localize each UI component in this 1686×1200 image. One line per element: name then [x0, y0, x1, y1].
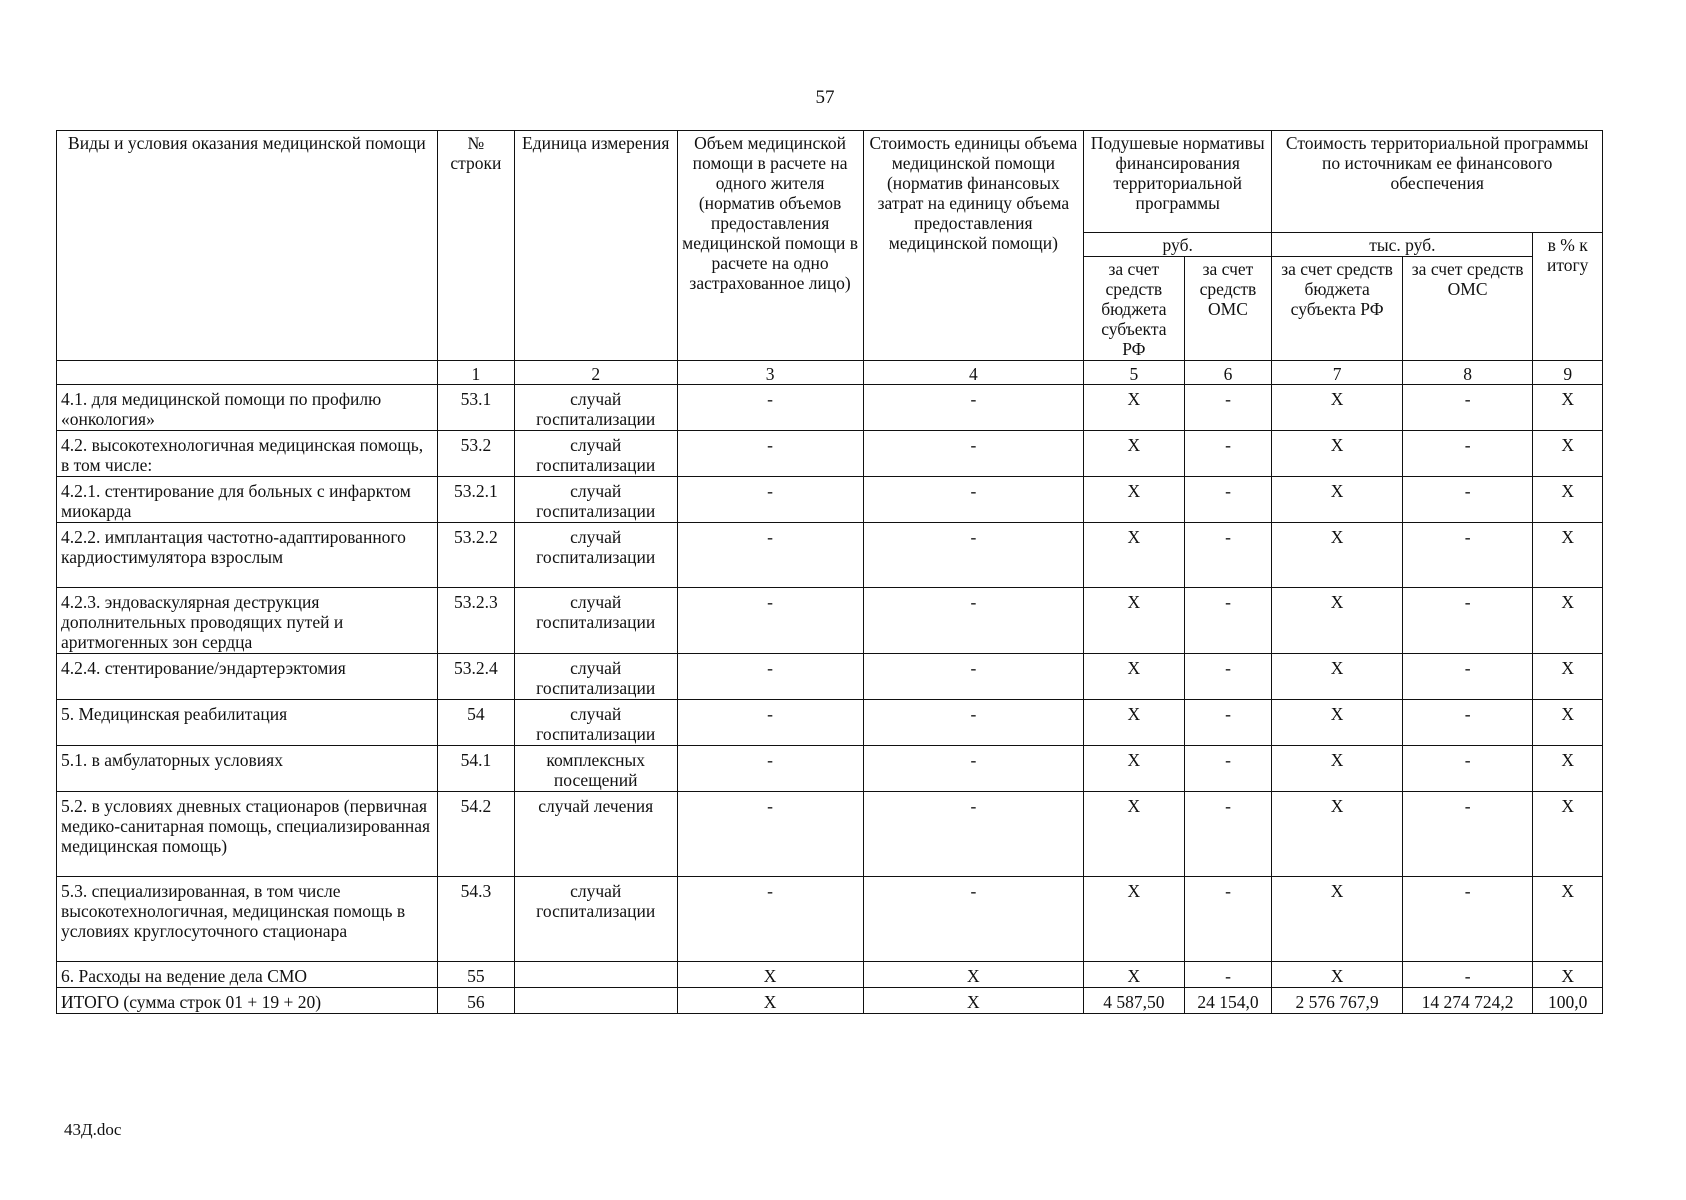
row-volume: Х	[677, 962, 863, 988]
row-percent: Х	[1533, 962, 1603, 988]
row-line-number: 53.2	[437, 431, 514, 477]
header-unit-cost: Стоимость единицы объема медицинской помощи (норматив финансовых затрат на единицу объема предоставления медицинской помощи)	[863, 131, 1083, 361]
header-per-capita-norms: Подушевые нормативы финансирования территориальной программы	[1084, 131, 1272, 233]
row-percent: Х	[1533, 588, 1603, 654]
header-kind: Виды и условия оказания медицинской помощи	[57, 131, 438, 361]
table-body	[57, 385, 1603, 1014]
row-budget-thous: 2 576 767,9	[1272, 988, 1403, 1014]
row-unit-cost: Х	[863, 962, 1083, 988]
row-volume: -	[677, 385, 863, 431]
row-oms-rub: -	[1184, 700, 1272, 746]
row-budget-rub: Х	[1084, 654, 1185, 700]
row-oms-rub: -	[1184, 877, 1272, 962]
row-oms-rub: -	[1184, 792, 1272, 877]
table-row	[57, 988, 1603, 1014]
row-budget-thous: Х	[1272, 746, 1403, 792]
header-percent: в % к итогу	[1533, 233, 1603, 361]
row-volume: -	[677, 654, 863, 700]
row-unit-cost: -	[863, 654, 1083, 700]
row-unit-cost: -	[863, 588, 1083, 654]
row-line-number: 53.2.4	[437, 654, 514, 700]
table-row	[57, 962, 1603, 988]
row-unit: случай госпитализации	[514, 523, 677, 588]
row-budget-thous: Х	[1272, 962, 1403, 988]
page-number: 57	[815, 87, 835, 108]
row-volume: -	[677, 523, 863, 588]
row-unit	[514, 962, 677, 988]
row-volume: -	[677, 746, 863, 792]
table-row	[57, 654, 1603, 700]
table-header	[57, 131, 1603, 385]
footer-filename: 43Д.doc	[64, 1120, 122, 1139]
header-line-number: № строки	[437, 131, 514, 361]
row-volume: -	[677, 877, 863, 962]
row-budget-rub: Х	[1084, 477, 1185, 523]
row-line-number: 53.2.3	[437, 588, 514, 654]
table-row	[57, 523, 1603, 588]
row-unit: случай лечения	[514, 792, 677, 877]
row-volume: -	[677, 477, 863, 523]
header-oms-thous: за счет средств ОМС	[1402, 257, 1533, 361]
row-name: 5. Медицинская реабилитация	[57, 700, 438, 746]
table-row	[57, 877, 1603, 962]
row-budget-rub: Х	[1084, 746, 1185, 792]
row-budget-rub: Х	[1084, 700, 1185, 746]
row-line-number: 54.3	[437, 877, 514, 962]
row-name: 5.2. в условиях дневных стационаров (первичная медико-санитарная помощь, специализированная медицинская помощь)	[57, 792, 438, 877]
row-unit: случай госпитализации	[514, 385, 677, 431]
row-oms-rub: -	[1184, 477, 1272, 523]
column-number: 9	[1533, 361, 1603, 385]
row-name: 4.1. для медицинской помощи по профилю «онкология»	[57, 385, 438, 431]
row-unit: случай госпитализации	[514, 877, 677, 962]
header-thous-rub: тыс. руб.	[1272, 233, 1533, 257]
header-program-cost: Стоимость территориальной программы по источникам ее финансового обеспечения	[1272, 131, 1603, 233]
row-line-number: 54.1	[437, 746, 514, 792]
row-name: 4.2.2. имплантация частотно-адаптированного кардиостимулятора взрослым	[57, 523, 438, 588]
row-percent: Х	[1533, 523, 1603, 588]
column-number: 3	[677, 361, 863, 385]
column-number: 5	[1084, 361, 1185, 385]
row-budget-rub: Х	[1084, 877, 1185, 962]
row-name: 4.2. высокотехнологичная медицинская помощь, в том числе:	[57, 431, 438, 477]
header-oms-rub: за счет средств ОМС	[1184, 257, 1272, 361]
row-unit-cost: -	[863, 523, 1083, 588]
row-oms-thous: 14 274 724,2	[1402, 988, 1533, 1014]
table-row	[57, 792, 1603, 877]
row-unit: случай госпитализации	[514, 700, 677, 746]
row-budget-rub: Х	[1084, 588, 1185, 654]
row-budget-thous: Х	[1272, 588, 1403, 654]
row-volume: -	[677, 700, 863, 746]
row-unit-cost: -	[863, 385, 1083, 431]
row-budget-rub: Х	[1084, 962, 1185, 988]
row-oms-rub: -	[1184, 523, 1272, 588]
row-volume: -	[677, 431, 863, 477]
row-oms-thous: -	[1402, 654, 1533, 700]
row-oms-thous: -	[1402, 588, 1533, 654]
row-percent: Х	[1533, 700, 1603, 746]
row-percent: 100,0	[1533, 988, 1603, 1014]
row-name: 4.2.4. стентирование/эндартерэктомия	[57, 654, 438, 700]
row-unit-cost: -	[863, 746, 1083, 792]
row-budget-rub: Х	[1084, 792, 1185, 877]
table-row	[57, 385, 1603, 431]
row-oms-rub: -	[1184, 654, 1272, 700]
table-row	[57, 588, 1603, 654]
column-number: 6	[1184, 361, 1272, 385]
row-unit: случай госпитализации	[514, 654, 677, 700]
row-volume: -	[677, 792, 863, 877]
header-rub: руб.	[1084, 233, 1272, 257]
column-number: 4	[863, 361, 1083, 385]
row-budget-thous: Х	[1272, 700, 1403, 746]
row-budget-rub: Х	[1084, 385, 1185, 431]
column-number: 7	[1272, 361, 1403, 385]
row-name: 5.1. в амбулаторных условиях	[57, 746, 438, 792]
row-percent: Х	[1533, 385, 1603, 431]
column-number-empty	[57, 361, 438, 385]
table-row	[57, 477, 1603, 523]
financing-table	[56, 130, 1603, 1014]
row-name: 6. Расходы на ведение дела СМО	[57, 962, 438, 988]
row-oms-thous: -	[1402, 385, 1533, 431]
row-budget-thous: Х	[1272, 431, 1403, 477]
row-budget-thous: Х	[1272, 877, 1403, 962]
row-oms-rub: -	[1184, 385, 1272, 431]
row-percent: Х	[1533, 477, 1603, 523]
row-name: ИТОГО (сумма строк 01 + 19 + 20)	[57, 988, 438, 1014]
row-oms-thous: -	[1402, 877, 1533, 962]
table-row	[57, 746, 1603, 792]
row-unit-cost: -	[863, 431, 1083, 477]
row-line-number: 54.2	[437, 792, 514, 877]
row-line-number: 53.2.2	[437, 523, 514, 588]
row-unit-cost: -	[863, 792, 1083, 877]
row-unit-cost: Х	[863, 988, 1083, 1014]
row-oms-rub: 24 154,0	[1184, 988, 1272, 1014]
row-percent: Х	[1533, 431, 1603, 477]
row-oms-thous: -	[1402, 962, 1533, 988]
row-unit-cost: -	[863, 477, 1083, 523]
row-unit: случай госпитализации	[514, 588, 677, 654]
column-number: 2	[514, 361, 677, 385]
table-row	[57, 700, 1603, 746]
row-oms-rub: -	[1184, 431, 1272, 477]
row-oms-rub: -	[1184, 746, 1272, 792]
row-budget-rub: Х	[1084, 523, 1185, 588]
header-budget-rub: за счет средств бюджета субъекта РФ	[1084, 257, 1185, 361]
row-budget-rub: 4 587,50	[1084, 988, 1185, 1014]
row-oms-thous: -	[1402, 477, 1533, 523]
row-unit: случай госпитализации	[514, 477, 677, 523]
row-oms-rub: -	[1184, 962, 1272, 988]
header-unit: Единица измерения	[514, 131, 677, 361]
row-oms-rub: -	[1184, 588, 1272, 654]
header-budget-thous: за счет средств бюджета субъекта РФ	[1272, 257, 1403, 361]
table-row	[57, 431, 1603, 477]
row-unit: комплексных посещений	[514, 746, 677, 792]
row-budget-thous: Х	[1272, 385, 1403, 431]
row-percent: Х	[1533, 792, 1603, 877]
row-line-number: 56	[437, 988, 514, 1014]
row-volume: -	[677, 588, 863, 654]
row-oms-thous: -	[1402, 523, 1533, 588]
row-name: 4.2.3. эндоваскулярная деструкция дополнительных проводящих путей и аритмогенных зон сердца	[57, 588, 438, 654]
row-unit	[514, 988, 677, 1014]
column-number: 8	[1402, 361, 1533, 385]
row-unit: случай госпитализации	[514, 431, 677, 477]
row-budget-thous: Х	[1272, 477, 1403, 523]
row-budget-rub: Х	[1084, 431, 1185, 477]
row-unit-cost: -	[863, 700, 1083, 746]
column-number-row	[57, 361, 1603, 385]
row-line-number: 53.2.1	[437, 477, 514, 523]
row-percent: Х	[1533, 654, 1603, 700]
row-percent: Х	[1533, 746, 1603, 792]
row-oms-thous: -	[1402, 431, 1533, 477]
row-budget-thous: Х	[1272, 792, 1403, 877]
row-oms-thous: -	[1402, 700, 1533, 746]
row-volume: Х	[677, 988, 863, 1014]
row-oms-thous: -	[1402, 792, 1533, 877]
column-number: 1	[437, 361, 514, 385]
row-line-number: 54	[437, 700, 514, 746]
row-oms-thous: -	[1402, 746, 1533, 792]
row-line-number: 53.1	[437, 385, 514, 431]
row-unit-cost: -	[863, 877, 1083, 962]
row-name: 5.3. специализированная, в том числе высокотехнологичная, медицинская помощь в условиях круглосуточного стационара	[57, 877, 438, 962]
row-percent: Х	[1533, 877, 1603, 962]
row-budget-thous: Х	[1272, 523, 1403, 588]
header-volume: Объем медицинской помощи в расчете на одного жителя (норматив объемов предоставления медицинской помощи в расчете на одно застрахованное лицо)	[677, 131, 863, 361]
row-name: 4.2.1. стентирование для больных с инфарктом миокарда	[57, 477, 438, 523]
row-line-number: 55	[437, 962, 514, 988]
row-budget-thous: Х	[1272, 654, 1403, 700]
